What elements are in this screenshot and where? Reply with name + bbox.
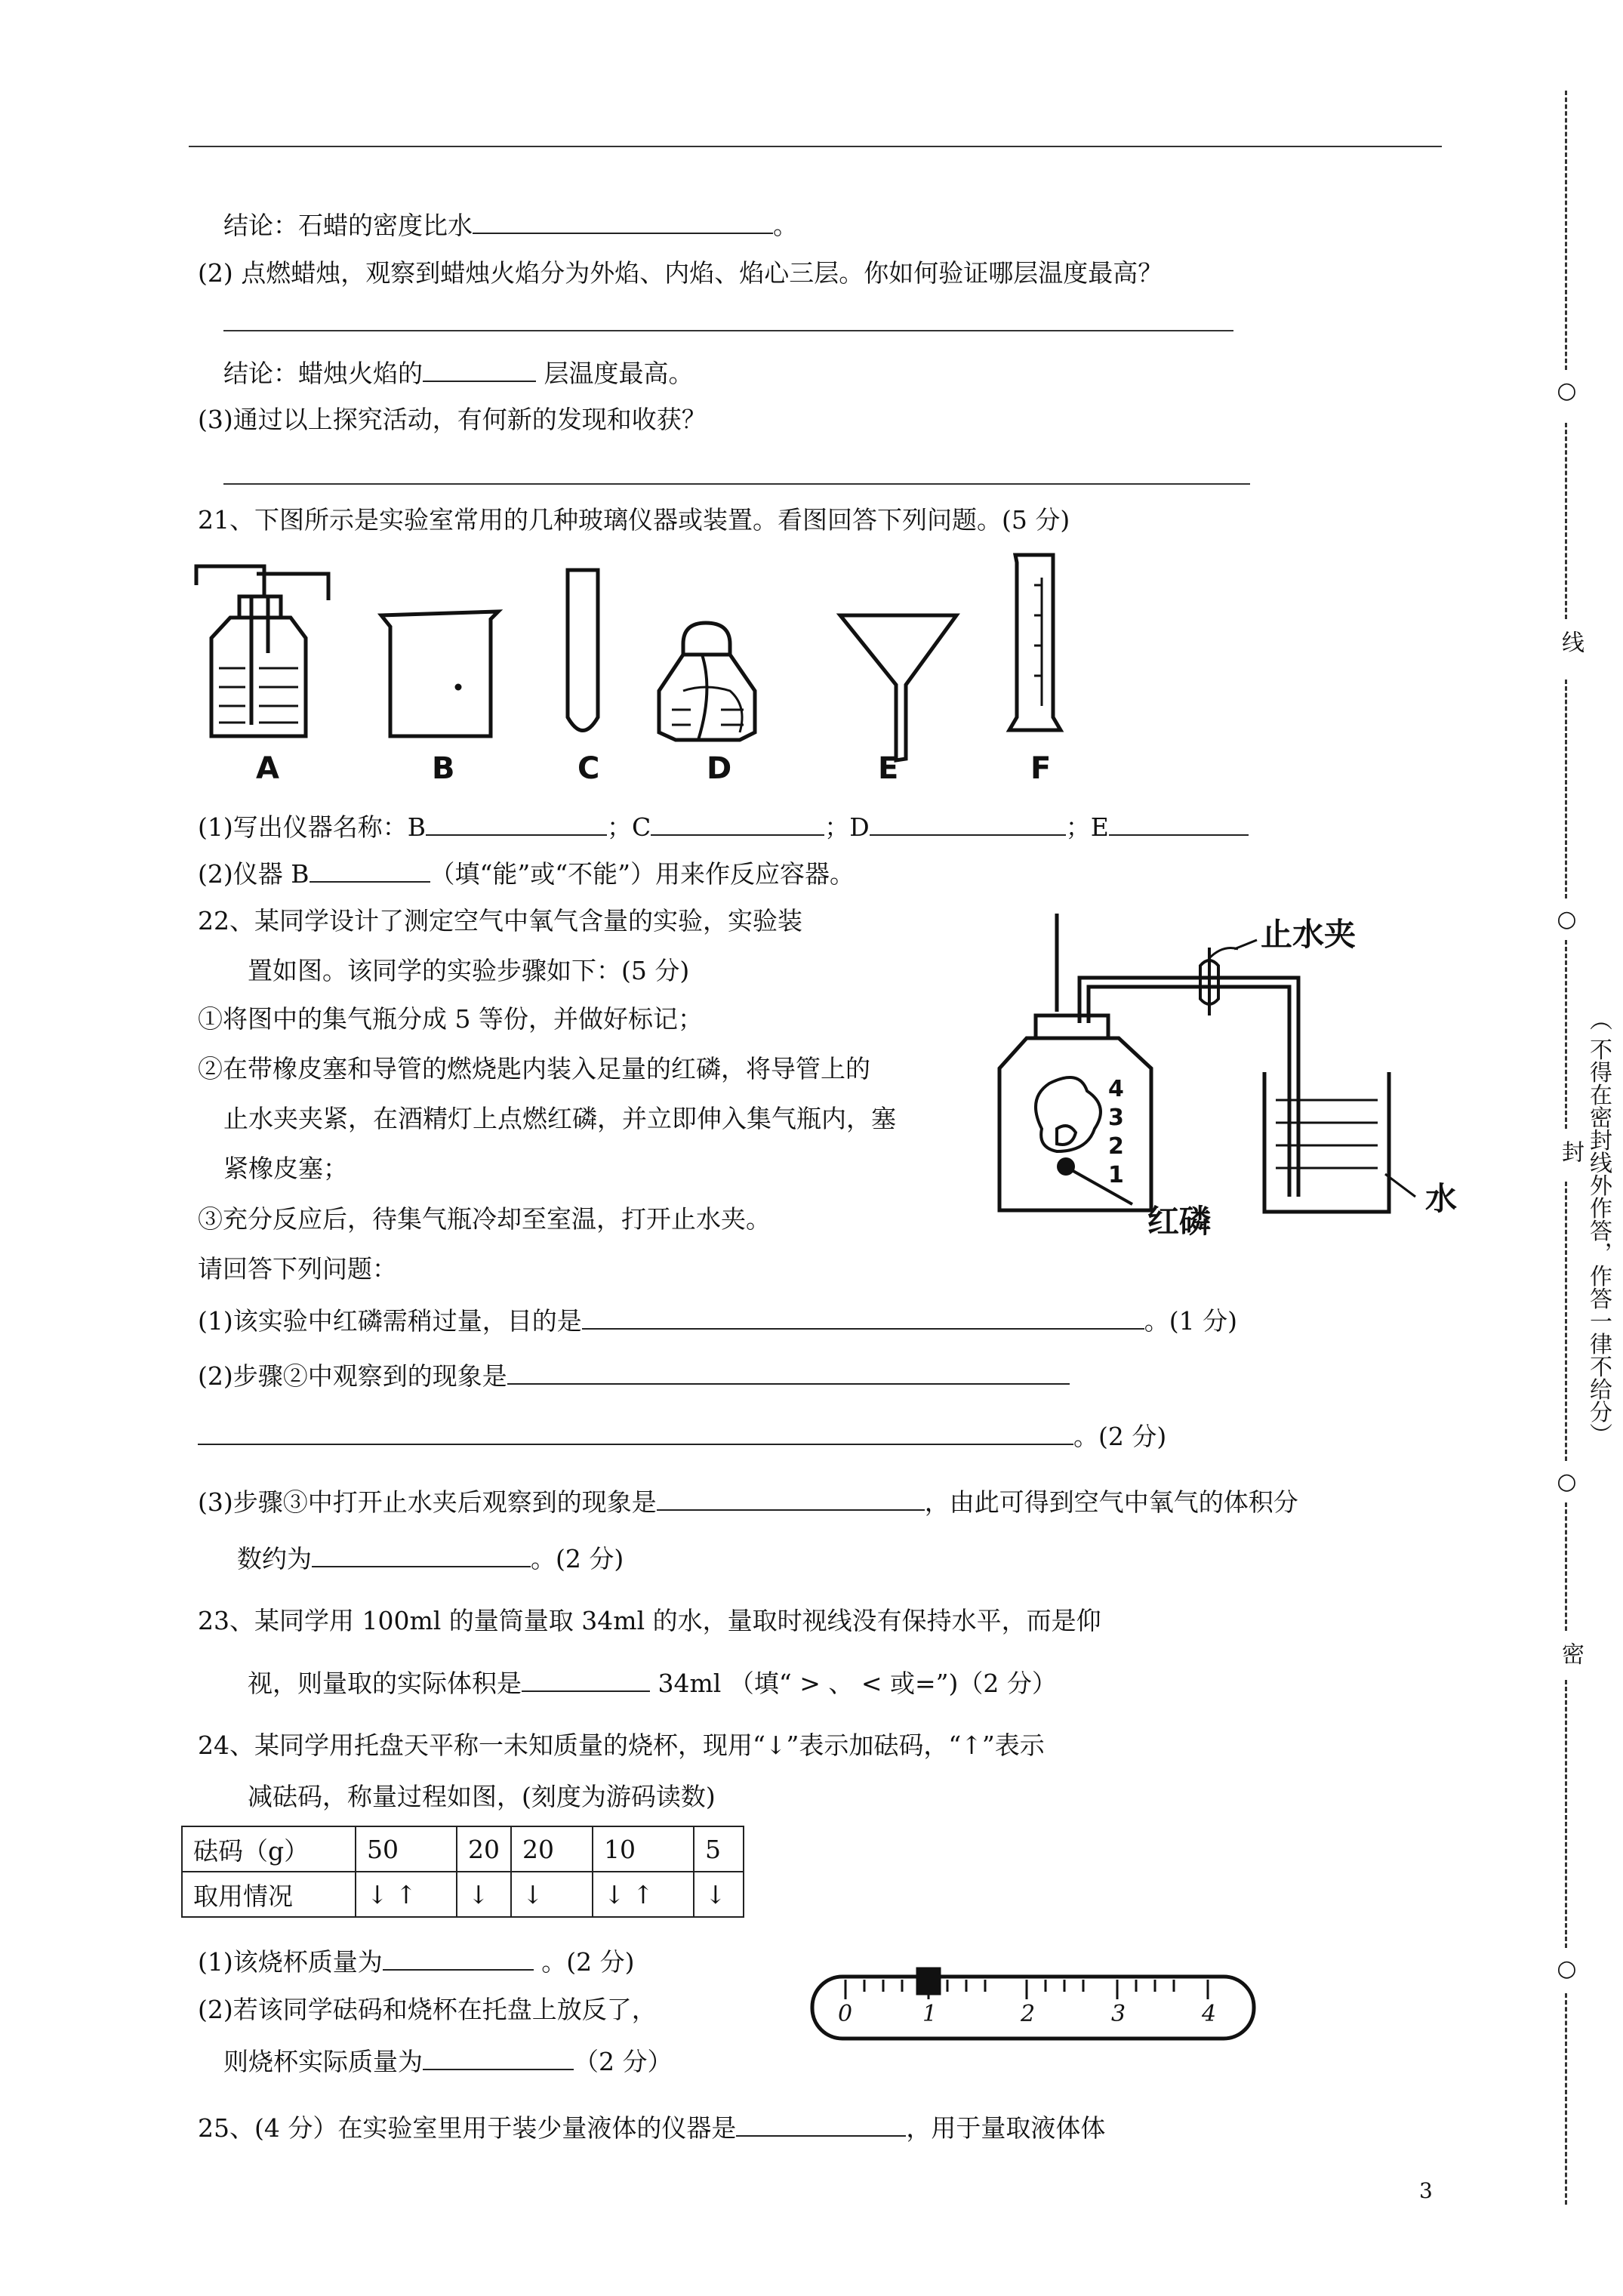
answer-blank[interactable] <box>383 1943 534 1971</box>
margin-mark: ○ <box>1554 378 1580 404</box>
alcohol-lamp-icon <box>659 623 755 740</box>
seal-line-segment <box>1565 91 1567 370</box>
table-header-cell: 取用情况 <box>182 1872 356 1917</box>
table-cell: ↓ <box>457 1872 511 1917</box>
q24-sub2: (2)若该同学砝码和烧杯在托盘上放反了， <box>198 1995 657 2024</box>
q20-flame-conclusion: 结论：蜡烛火焰的 层温度最高。 <box>223 355 694 390</box>
label-b: B <box>432 751 455 786</box>
q21-sub1: (1)写出仪器名称：B ；C ；D ；E <box>198 809 1249 844</box>
answer-blank[interactable] <box>507 1358 1070 1385</box>
label-d: D <box>707 751 732 786</box>
q22-step2-a: ②在带橡皮塞和导管的燃烧匙内装入足量的红磷，将导管上的 <box>198 1054 870 1083</box>
margin-mark-line: 线 <box>1557 630 1584 653</box>
answer-blank[interactable] <box>473 207 773 234</box>
margin-mark: ○ <box>1554 906 1580 932</box>
seal-line-segment <box>1565 1502 1567 1631</box>
table-cell: 50 <box>356 1826 457 1872</box>
answer-blank[interactable] <box>522 1665 650 1692</box>
answer-blank[interactable] <box>582 1302 1144 1330</box>
q23-line1: 23、某同学用 100ml 的量筒量取 34ml 的水，量取时视线没有保持水平，而是仰 <box>198 1606 1101 1635</box>
water-beaker <box>1264 1072 1389 1212</box>
margin-note: （ 不得在密封线外作答，作答一律不给分） <box>1585 1008 1612 1446</box>
answer-blank[interactable] <box>426 809 607 836</box>
table-cell: 20 <box>457 1826 511 1872</box>
fig-mark-3: 3 <box>1108 1105 1124 1131</box>
header-rule <box>189 146 1442 147</box>
table-cell: ↓ ↑ <box>593 1872 694 1917</box>
table-cell: 20 <box>511 1826 593 1872</box>
seal-line-segment <box>1565 1182 1567 1461</box>
q25-line: 25、(4 分）在实验室里用于装少量液体的仪器是 ，用于量取液体体 <box>198 2110 1105 2145</box>
answer-line[interactable] <box>223 330 1233 331</box>
q22-sub3: (3)步骤③中打开止水夹后观察到的现象是 ，由此可得到空气中氧气的体积分 <box>198 1484 1298 1519</box>
table-cell: ↓ <box>511 1872 593 1917</box>
answer-blank[interactable] <box>198 1418 1073 1445</box>
ruler-tick-4: 4 <box>1202 2001 1217 2027</box>
rider-ruler-figure <box>808 1955 1261 2054</box>
seal-line-segment <box>1565 680 1567 898</box>
fig-label-clamp: 止水夹 <box>1261 916 1357 953</box>
answer-blank[interactable] <box>736 2110 906 2137</box>
beaker-icon <box>381 612 498 736</box>
answer-blank[interactable] <box>870 809 1066 836</box>
fig-mark-1: 1 <box>1108 1162 1124 1188</box>
page-number: 3 <box>1419 2178 1433 2203</box>
margin-mark-seal: 封 <box>1557 1140 1584 1163</box>
ruler-tick-2: 2 <box>1021 2001 1036 2027</box>
gas-bottle <box>999 1038 1151 1210</box>
q22-step1: ①将图中的集气瓶分成 5 等份，并做好标记； <box>198 1004 703 1034</box>
q20-sub2: (2) 点燃蜡烛，观察到蜡烛火焰分为外焰、内焰、焰心三层。你如何验证哪层温度最高？ <box>198 258 1163 288</box>
answer-blank[interactable] <box>312 1540 531 1567</box>
table-cell: 5 <box>694 1826 744 1872</box>
q24-sub2-cont: 则烧杯实际质量为 （2 分） <box>223 2043 673 2079</box>
seal-line-segment <box>1565 940 1567 1129</box>
seal-line-segment <box>1565 1680 1567 1948</box>
gas-washing-bottle-icon <box>196 566 328 736</box>
q22-sub2-cont: 。(2 分) <box>198 1418 1166 1453</box>
answer-blank[interactable] <box>1109 809 1249 836</box>
q23-line2: 视，则量取的实际体积是 34ml （填“ > 、 < 或=”)（2 分） <box>248 1665 1057 1700</box>
q20-density-conclusion: 结论：石蜡的密度比水 。 <box>223 207 798 242</box>
answer-blank[interactable] <box>310 855 430 883</box>
table-header-cell: 砝码（g） <box>182 1826 356 1872</box>
q22-step2-c: 紧橡皮塞； <box>223 1154 348 1183</box>
q22-ask: 请回答下列问题： <box>198 1254 397 1284</box>
clamp-icon <box>1200 948 1238 1015</box>
funnel-icon <box>840 615 956 760</box>
q22-sub2: (2)步骤②中观察到的现象是 <box>198 1358 1070 1393</box>
q22-stem-1: 22、某同学设计了测定空气中氧气含量的实验，实验装 <box>198 906 802 935</box>
label-f: F <box>1030 751 1052 786</box>
fig-label-water: 水 <box>1425 1180 1458 1217</box>
q24-line1: 24、某同学用托盘天平称一未知质量的烧杯，现用“↓”表示加砝码，“↑”表示 <box>198 1730 1045 1760</box>
measuring-cylinder-icon <box>1009 555 1061 730</box>
q22-step2-b: 止水夹夹紧，在酒精灯上点燃红磷，并立即伸入集气瓶内，塞 <box>223 1104 896 1133</box>
label-e: E <box>878 751 899 786</box>
table-cell: 10 <box>593 1826 694 1872</box>
answer-blank[interactable] <box>651 809 824 836</box>
q20-sub3: (3)通过以上探究活动，有何新的发现和收获？ <box>198 405 707 434</box>
table-row <box>182 1872 744 1917</box>
ruler-tick-0: 0 <box>838 2001 853 2027</box>
q24-line2: 减砝码，称量过程如图，(刻度为游码读数) <box>248 1782 716 1811</box>
answer-line[interactable] <box>223 483 1250 485</box>
q21-sub2: (2)仪器 B （填“能”或“不能”）用来作反应容器。 <box>198 855 855 891</box>
q22-stem-2: 置如图。该同学的实验步骤如下：(5 分) <box>248 956 690 985</box>
test-tube-icon <box>568 570 598 731</box>
weights-table <box>181 1826 744 1918</box>
fig-mark-4: 4 <box>1108 1076 1124 1102</box>
fig-label-phosphorus: 红磷 <box>1147 1203 1212 1240</box>
q22-sub1: (1)该实验中红磷需稍过量，目的是 。(1 分) <box>198 1302 1237 1338</box>
label-c: C <box>577 751 600 786</box>
margin-mark-secret: 密 <box>1557 1642 1584 1665</box>
answer-blank[interactable] <box>657 1484 925 1511</box>
answer-blank[interactable] <box>423 2043 574 2070</box>
q24-sub1: (1)该烧杯质量为 。(2 分) <box>198 1943 634 1979</box>
q21-stem: 21、下图所示是实验室常用的几种玻璃仪器或装置。看图回答下列问题。(5 分) <box>198 505 1070 535</box>
fig-mark-2: 2 <box>1108 1133 1124 1160</box>
table-cell: ↓ <box>694 1872 744 1917</box>
q22-apparatus-figure <box>996 902 1464 1250</box>
q21-apparatus-figure <box>192 555 1083 797</box>
table-row <box>182 1826 744 1872</box>
margin-mark: ○ <box>1554 1955 1580 1982</box>
ruler-tick-3: 3 <box>1111 2001 1126 2027</box>
seal-line-segment <box>1565 423 1567 619</box>
margin-mark: ○ <box>1554 1469 1580 1495</box>
q22-sub3-cont: 数约为 。(2 分) <box>237 1540 624 1576</box>
seal-line-segment <box>1565 1993 1567 2205</box>
table-cell: ↓ ↑ <box>356 1872 457 1917</box>
ruler-tick-1: 1 <box>922 2001 938 2027</box>
label-a: A <box>256 751 279 786</box>
q22-step3: ③充分反应后，待集气瓶冷却至室温，打开止水夹。 <box>198 1204 771 1234</box>
answer-blank[interactable] <box>423 355 536 382</box>
